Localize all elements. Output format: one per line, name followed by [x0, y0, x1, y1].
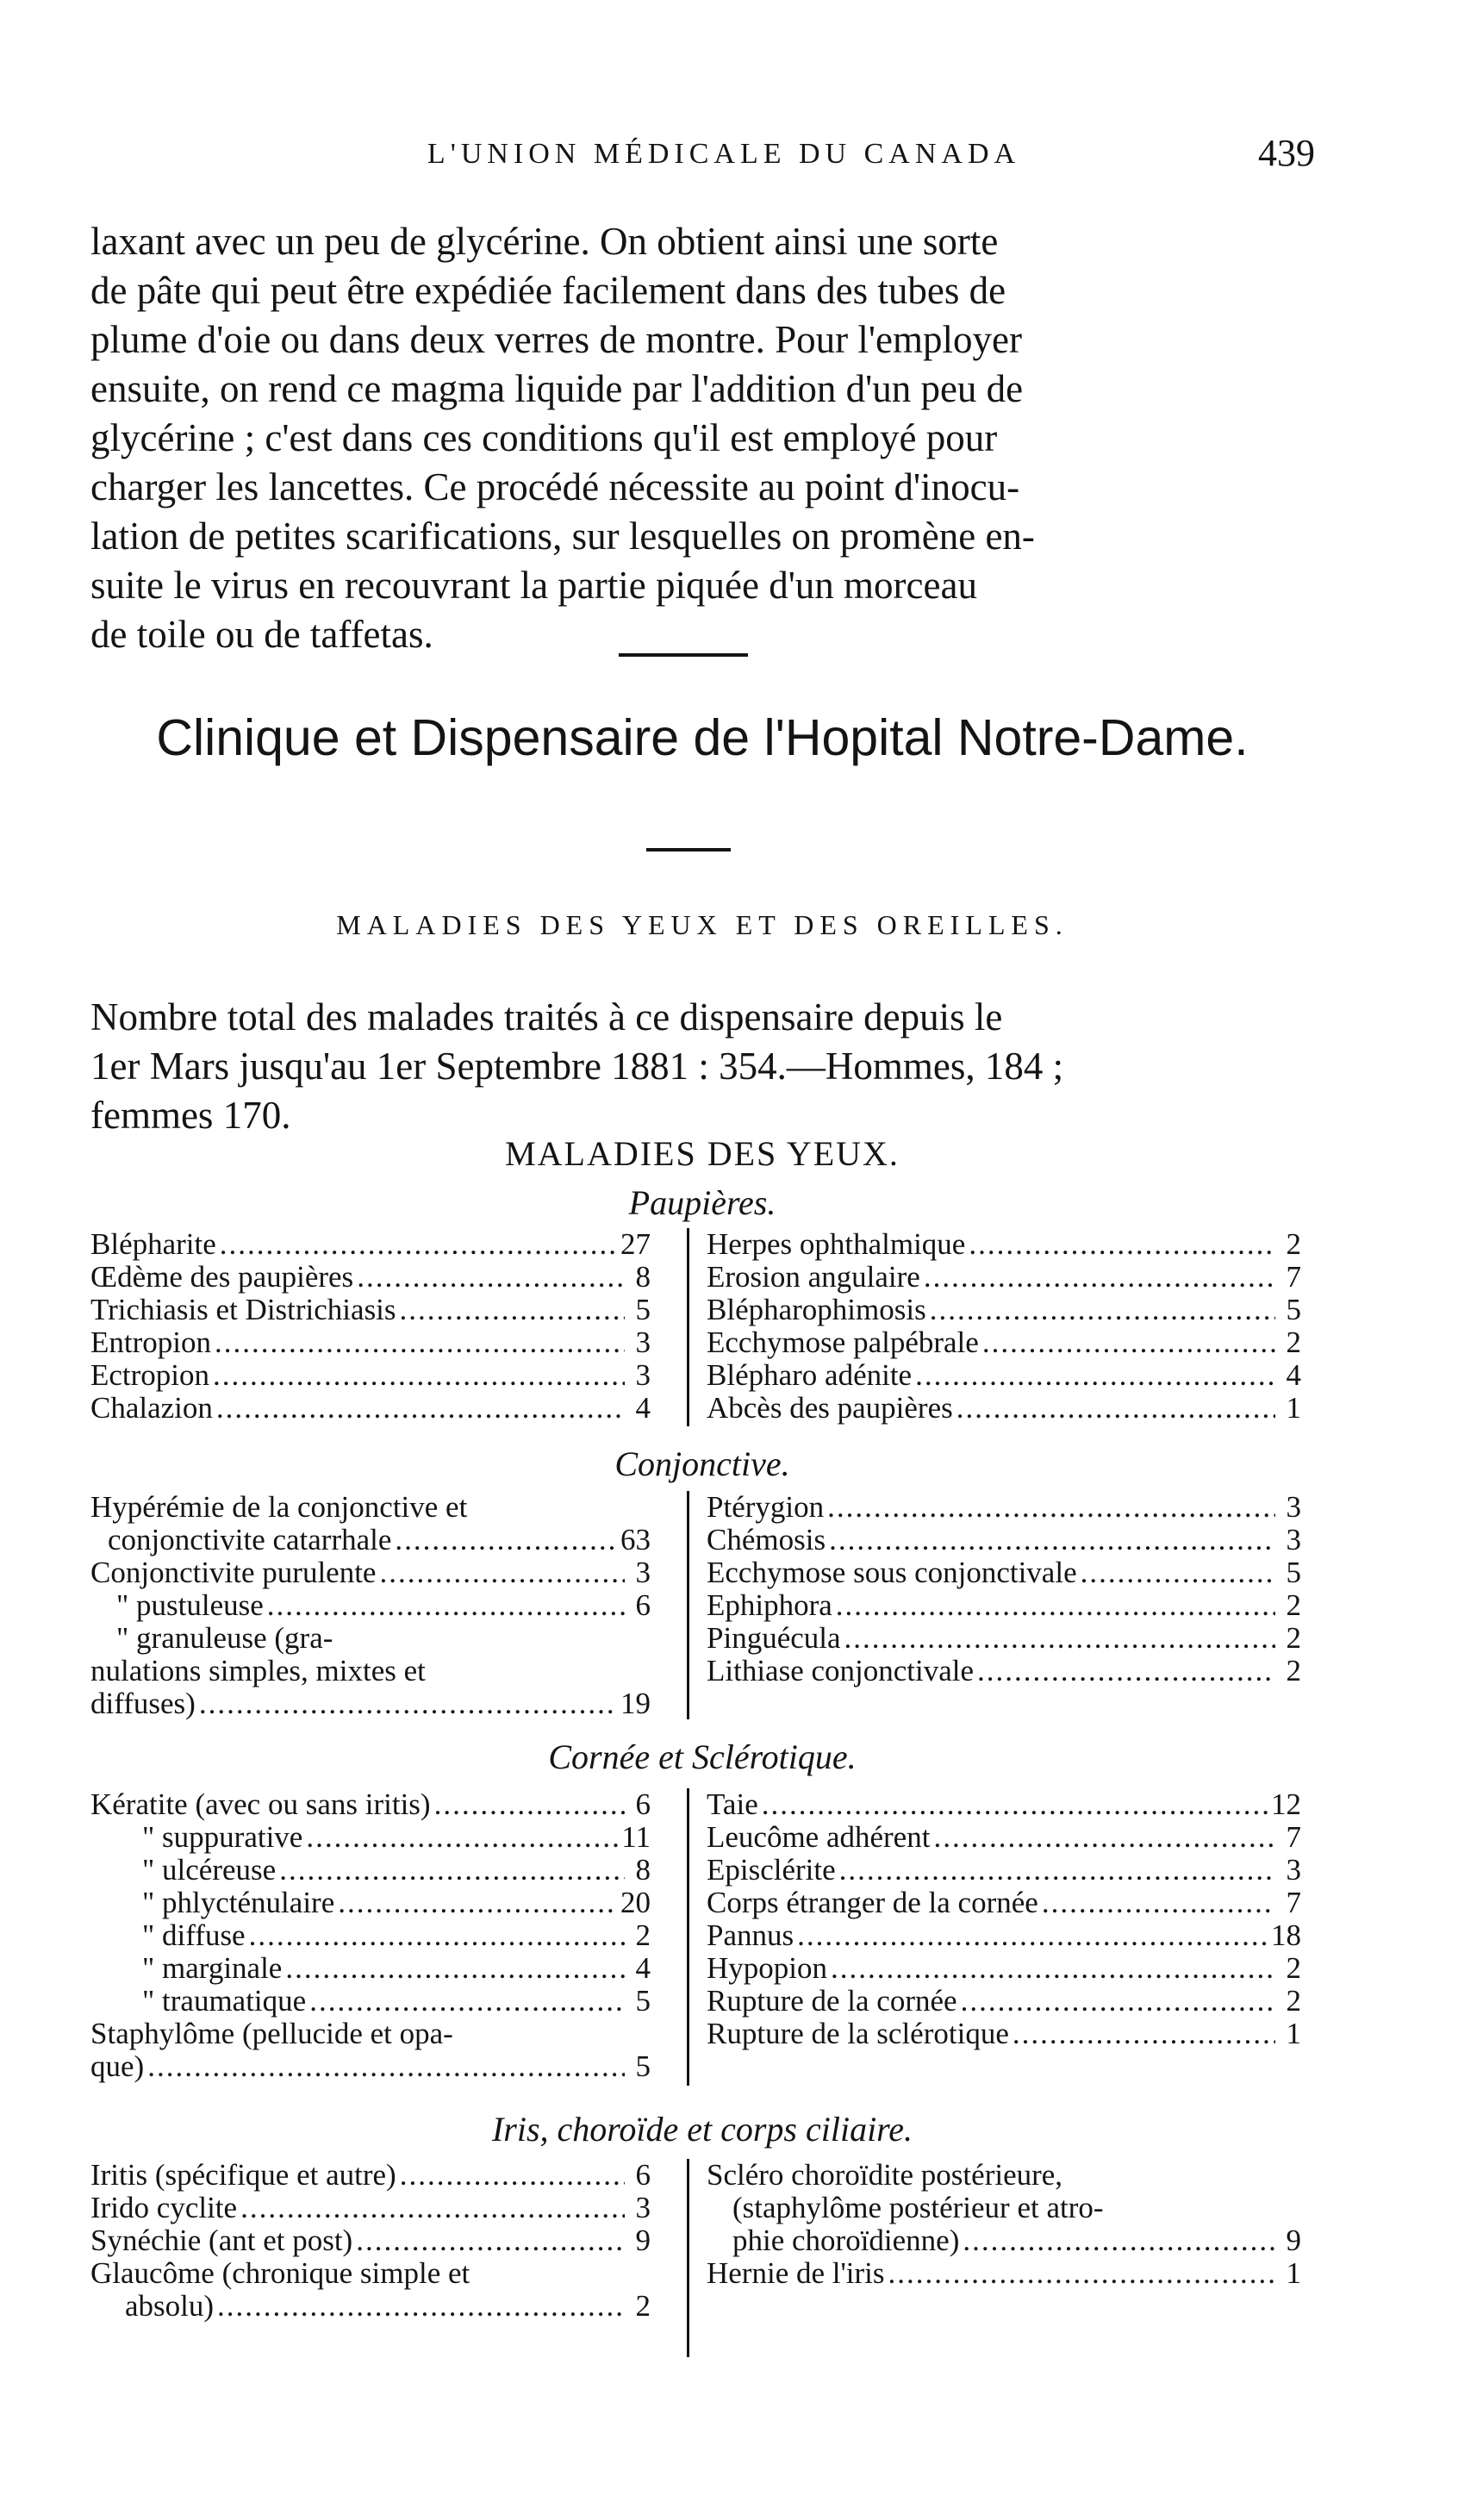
table-row: Ectropion ..... 3 — [90, 1359, 651, 1392]
table-row: Blépharophimosis ..... 5 — [707, 1294, 1301, 1326]
table-row: " suppurative ..... 11 — [90, 1821, 651, 1854]
section-heading-iris: Iris, choroïde et corps ciliaire. — [491, 2110, 913, 2149]
section-rule-bottom — [646, 848, 731, 851]
table-row: Blépharo adénite ..... 4 — [707, 1359, 1301, 1392]
table-row: Irido cyclite ..... 3 — [90, 2192, 651, 2224]
summary-paragraph — [90, 993, 1314, 1140]
text-line: Hypérémie de la conjonctive et — [90, 1490, 468, 1524]
text-line: plume d'oie ou dans deux verres de montre. Pour l'employer — [90, 318, 1022, 361]
table-row: Hypopion ..... 2 — [707, 1952, 1301, 1985]
text-line: nulations simples, mixtes et — [90, 1654, 426, 1687]
section-title: Clinique et Dispensaire de l'Hopital Notre-Dame. — [156, 709, 1249, 766]
table-row: Corps étranger de la cornée ..... 7 — [707, 1887, 1301, 1919]
page-number: 439 — [1258, 132, 1315, 174]
table-row: Abcès des paupières ..... 1 — [707, 1392, 1301, 1425]
table-row: Rupture de la cornée ..... 2 — [707, 1985, 1301, 2018]
table-row: Rupture de la sclérotique ..... 1 — [707, 2018, 1301, 2050]
table-row: Chémosis ..... 3 — [707, 1524, 1301, 1556]
table-row: Ecchymose sous conjonctivale ..... 5 — [707, 1556, 1301, 1589]
table-row: Synéchie (ant et post) ..... 9 — [90, 2224, 651, 2257]
table-row: " phlycténulaire ..... 20 — [90, 1887, 651, 1919]
table-row: Erosion angulaire ..... 7 — [707, 1261, 1301, 1294]
text-line: de pâte qui peut être expédiée facilement dans des tubes de — [90, 269, 1006, 312]
table-row: Conjonctivite purulente ..... 3 — [90, 1556, 651, 1589]
section-heading-conjonctive: Conjonctive. — [614, 1444, 790, 1483]
table-row: Trichiasis et Districhiasis ..... 5 — [90, 1294, 651, 1326]
table-row: Blépharite ..... 27 — [90, 1228, 651, 1261]
table-row: Chalazion ..... 4 — [90, 1392, 651, 1425]
column-divider — [687, 2159, 689, 2357]
table-row: Kératite (avec ou sans iritis) ..... 6 — [90, 1788, 651, 1821]
table-row: conjonctivite catarrhale ..... 63 — [90, 1524, 651, 1556]
table-row: " pustuleuse ..... 6 — [90, 1589, 651, 1622]
text-line: Glaucôme (chronique simple et — [90, 2256, 470, 2290]
text-line: suite le virus en recouvrant la partie piquée d'un morceau — [90, 564, 977, 607]
column-divider — [687, 1788, 689, 2086]
text-line: " granuleuse (gra- — [116, 1621, 333, 1655]
text-line: Staphylôme (pellucide et opa- — [90, 2017, 453, 2050]
table-row: Herpes ophthalmique ..... 2 — [707, 1228, 1301, 1261]
table-row: Leucôme adhérent ..... 7 — [707, 1821, 1301, 1854]
section-heading-paupieres: Paupières. — [628, 1183, 776, 1222]
table-row: " ulcéreuse ..... 8 — [90, 1854, 651, 1887]
table-row: Ecchymose palpébrale ..... 2 — [707, 1326, 1301, 1359]
section-heading-cornee: Cornée et Sclérotique. — [548, 1737, 857, 1776]
table-row: Pinguécula ..... 2 — [707, 1622, 1301, 1655]
text-line: Scléro choroïdite postérieure, — [707, 2158, 1063, 2192]
table-row: que) ..... 5 — [90, 2050, 651, 2083]
column-divider — [687, 1228, 689, 1426]
table-row: Episclérite ..... 3 — [707, 1854, 1301, 1887]
running-head: L'UNION MÉDICALE DU CANADA — [427, 138, 1021, 170]
table-row: Entropion ..... 3 — [90, 1326, 651, 1359]
table-row: absolu) ..... 2 — [90, 2290, 651, 2323]
text-line: 1er Mars jusqu'au 1er Septembre 1881 : 354.—Hommes, 184 ; — [90, 1045, 1064, 1088]
table-row: Iritis (spécifique et autre) ..... 6 — [90, 2159, 651, 2192]
category-title: MALADIES DES YEUX. — [505, 1134, 900, 1173]
table-row: Taie ..... 12 — [707, 1788, 1301, 1821]
text-line: charger les lancettes. Ce procédé nécessite au point d'inocu- — [90, 465, 1020, 508]
table-row: " diffuse ..... 2 — [90, 1919, 651, 1952]
text-line: ensuite, on rend ce magma liquide par l'addition d'un peu de — [90, 367, 1024, 410]
text-line: femmes 170. — [90, 1094, 291, 1137]
subtitle: MALADIES DES YEUX ET DES OREILLES. — [336, 909, 1069, 940]
table-row: " marginale ..... 4 — [90, 1952, 651, 1985]
table-row: Ephiphora ..... 2 — [707, 1589, 1301, 1622]
text-line: Nombre total des malades traités à ce dispensaire depuis le — [90, 995, 1003, 1039]
text-line: lation de petites scarifications, sur lesquelles on promène en- — [90, 515, 1035, 558]
column-divider — [687, 1491, 689, 1719]
table-row: Ptérygion ..... 3 — [707, 1491, 1301, 1524]
text-line: (staphylôme postérieur et atro- — [732, 2191, 1104, 2224]
table-row: Œdème des paupières ..... 8 — [90, 1261, 651, 1294]
table-row: Hernie de l'iris ..... 1 — [707, 2257, 1301, 2290]
text-line: glycérine ; c'est dans ces conditions qu'il est employé pour — [90, 416, 998, 459]
table-row: diffuses) ..... 19 — [90, 1687, 651, 1720]
table-row: phie choroïdienne) ..... 9 — [707, 2224, 1301, 2257]
section-rule-top — [619, 653, 748, 657]
text-line: de toile ou de taffetas. — [90, 613, 433, 656]
table-row: Lithiase conjonctivale ..... 2 — [707, 1655, 1301, 1687]
table-row: " traumatique ..... 5 — [90, 1985, 651, 2018]
table-row: Pannus ..... 18 — [707, 1919, 1301, 1952]
intro-paragraph — [90, 217, 1314, 659]
text-line: laxant avec un peu de glycérine. On obtient ainsi une sorte — [90, 220, 999, 263]
